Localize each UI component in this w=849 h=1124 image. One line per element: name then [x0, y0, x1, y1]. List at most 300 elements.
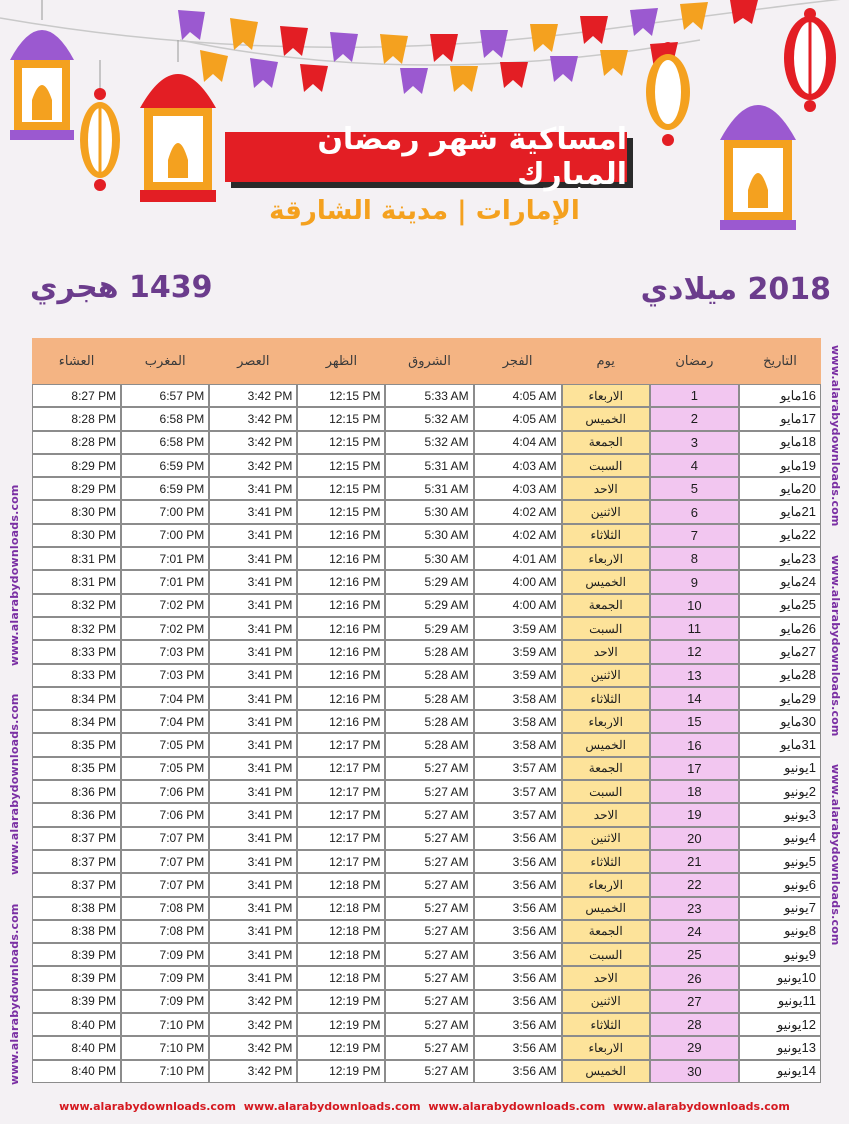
table-cell: الجمعة [562, 920, 650, 943]
table-cell: 5:27 AM [385, 920, 473, 943]
table-cell: 7 [650, 524, 739, 547]
footer-links: www.alarabydownloads.com www.alarabydownloads.com www.alarabydownloads.com www.alarabydownloads.com [59, 1100, 790, 1113]
table-cell: 13 [650, 664, 739, 687]
table-cell: 7:06 PM [121, 780, 209, 803]
table-cell: 6:57 PM [121, 384, 209, 407]
table-cell: 3:41 PM [209, 687, 297, 710]
table-cell: 17مايو [739, 407, 821, 430]
table-cell: 5:28 AM [385, 664, 473, 687]
table-cell: 5:33 AM [385, 384, 473, 407]
column-header: يوم [562, 338, 650, 384]
table-row [32, 477, 821, 500]
table-cell: 3:41 PM [209, 664, 297, 687]
table-cell: السبت [562, 780, 650, 803]
table-cell: 8:40 PM [32, 1013, 121, 1036]
table-cell: 3:41 PM [209, 966, 297, 989]
table-row [32, 850, 821, 873]
table-cell: 3:41 PM [209, 827, 297, 850]
table-cell: 3:41 PM [209, 594, 297, 617]
table-cell: 4:02 AM [474, 524, 562, 547]
table-cell: 12:18 PM [297, 920, 385, 943]
table-cell: 8:33 PM [32, 664, 121, 687]
table-cell: 5:27 AM [385, 1013, 473, 1036]
table-cell: 30مايو [739, 710, 821, 733]
table-cell: 12:16 PM [297, 547, 385, 570]
hijri-year: 1439 هجري [30, 270, 213, 305]
table-cell: 5:27 AM [385, 1060, 473, 1083]
table-cell: 8:30 PM [32, 524, 121, 547]
table-cell: 8 [650, 547, 739, 570]
table-cell: 7:04 PM [121, 687, 209, 710]
table-cell: 4:01 AM [474, 547, 562, 570]
table-cell: الاربعاء [562, 873, 650, 896]
table-cell: 3:58 AM [474, 687, 562, 710]
table-row [32, 757, 821, 780]
table-cell: 12:17 PM [297, 827, 385, 850]
table-cell: 8:39 PM [32, 943, 121, 966]
table-row [32, 594, 821, 617]
table-cell: 3 [650, 431, 739, 454]
table-cell: 5:28 AM [385, 687, 473, 710]
table-cell: 3:42 PM [209, 1036, 297, 1059]
table-cell: 3:41 PM [209, 757, 297, 780]
table-cell: 7:09 PM [121, 966, 209, 989]
table-cell: 8:31 PM [32, 570, 121, 593]
table-cell: 3:41 PM [209, 803, 297, 826]
table-cell: 3:41 PM [209, 617, 297, 640]
table-cell: 8:28 PM [32, 431, 121, 454]
table-cell: الاثنين [562, 500, 650, 523]
table-cell: 13يونيو [739, 1036, 821, 1059]
table-cell: 23 [650, 897, 739, 920]
table-cell: 20 [650, 827, 739, 850]
city-subtitle: الإمارات | مدينة الشارقة [269, 196, 580, 226]
page-title: امساكية شهر رمضان المبارك [225, 132, 627, 182]
watermark-text: www.alarabydownloads.com [8, 484, 21, 666]
table-cell: 3:41 PM [209, 897, 297, 920]
table-cell: 3:41 PM [209, 500, 297, 523]
table-cell: 8يونيو [739, 920, 821, 943]
table-row [32, 500, 821, 523]
table-cell: 8:35 PM [32, 757, 121, 780]
table-cell: 6:58 PM [121, 431, 209, 454]
table-cell: 22 [650, 873, 739, 896]
table-row [32, 384, 821, 407]
table-cell: 12:15 PM [297, 477, 385, 500]
table-row [32, 943, 821, 966]
table-cell: 19مايو [739, 454, 821, 477]
table-cell: 4:05 AM [474, 407, 562, 430]
table-cell: 8:34 PM [32, 687, 121, 710]
table-cell: 7:04 PM [121, 710, 209, 733]
table-cell: 26 [650, 966, 739, 989]
table-cell: 25مايو [739, 594, 821, 617]
gregorian-year: 2018 ميلادي [640, 272, 831, 307]
table-cell: 12يونيو [739, 1013, 821, 1036]
table-cell: 7:02 PM [121, 594, 209, 617]
table-row [32, 1036, 821, 1059]
table-row [32, 664, 821, 687]
table-cell: 7:03 PM [121, 664, 209, 687]
table-cell: 8:30 PM [32, 500, 121, 523]
table-cell: 3:42 PM [209, 407, 297, 430]
table-cell: الاحد [562, 640, 650, 663]
table-cell: 12:16 PM [297, 524, 385, 547]
table-cell: الخميس [562, 407, 650, 430]
table-cell: الثلاثاء [562, 687, 650, 710]
table-cell: 5:27 AM [385, 943, 473, 966]
table-cell: 12:19 PM [297, 990, 385, 1013]
column-header: العصر [209, 338, 297, 384]
table-cell: 8:28 PM [32, 407, 121, 430]
table-body [32, 384, 821, 1083]
table-cell: الخميس [562, 897, 650, 920]
table-cell: 21 [650, 850, 739, 873]
table-cell: 8:38 PM [32, 897, 121, 920]
table-cell: 15 [650, 710, 739, 733]
watermark-text: www.alarabydownloads.com [8, 903, 21, 1085]
table-cell: الثلاثاء [562, 524, 650, 547]
column-header: رمضان [650, 338, 739, 384]
table-cell: 7:02 PM [121, 617, 209, 640]
table-cell: 12:16 PM [297, 710, 385, 733]
table-cell: 3:56 AM [474, 943, 562, 966]
table-cell: 12:16 PM [297, 570, 385, 593]
table-row [32, 897, 821, 920]
table-cell: 5 [650, 477, 739, 500]
table-cell: 5:28 AM [385, 640, 473, 663]
table-cell: 2يونيو [739, 780, 821, 803]
table-cell: 21مايو [739, 500, 821, 523]
table-cell: السبت [562, 617, 650, 640]
table-cell: 14 [650, 687, 739, 710]
table-cell: 7:09 PM [121, 943, 209, 966]
table-cell: 3:56 AM [474, 1013, 562, 1036]
table-row [32, 454, 821, 477]
table-cell: 12:15 PM [297, 500, 385, 523]
table-cell: الاحد [562, 477, 650, 500]
table-cell: 5:30 AM [385, 547, 473, 570]
table-cell: 5:27 AM [385, 873, 473, 896]
table-cell: 3:56 AM [474, 873, 562, 896]
table-row [32, 617, 821, 640]
table-cell: 24مايو [739, 570, 821, 593]
table-row [32, 524, 821, 547]
table-cell: 7:05 PM [121, 757, 209, 780]
table-cell: 12:16 PM [297, 640, 385, 663]
table-cell: 4 [650, 454, 739, 477]
table-cell: الاربعاء [562, 547, 650, 570]
table-row [32, 966, 821, 989]
table-cell: 29 [650, 1036, 739, 1059]
table-cell: 3:41 PM [209, 710, 297, 733]
table-cell: 7:10 PM [121, 1060, 209, 1083]
table-row [32, 547, 821, 570]
table-cell: 5:27 AM [385, 1036, 473, 1059]
table-cell: 10يونيو [739, 966, 821, 989]
prayer-times-table [32, 338, 821, 1083]
table-cell: 20مايو [739, 477, 821, 500]
table-cell: الاحد [562, 803, 650, 826]
table-cell: 8:31 PM [32, 547, 121, 570]
table-cell: 7:01 PM [121, 547, 209, 570]
table-cell: الاربعاء [562, 384, 650, 407]
table-row [32, 780, 821, 803]
table-cell: 12:19 PM [297, 1013, 385, 1036]
table-cell: 3:56 AM [474, 897, 562, 920]
table-row [32, 803, 821, 826]
table-cell: الخميس [562, 733, 650, 756]
table-cell: الاربعاء [562, 1036, 650, 1059]
table-row [32, 990, 821, 1013]
table-cell: 8:35 PM [32, 733, 121, 756]
table-cell: السبت [562, 943, 650, 966]
table-cell: 9يونيو [739, 943, 821, 966]
table-cell: 4:03 AM [474, 454, 562, 477]
table-cell: 27مايو [739, 640, 821, 663]
table-cell: 4:00 AM [474, 570, 562, 593]
table-header-row [32, 338, 821, 384]
table-cell: 5:27 AM [385, 780, 473, 803]
watermark-text: www.alarabydownloads.com [8, 693, 21, 876]
table-cell: 5يونيو [739, 850, 821, 873]
table-cell: 23مايو [739, 547, 821, 570]
table-cell: 7:07 PM [121, 873, 209, 896]
table-row [32, 873, 821, 896]
table-cell: 16 [650, 733, 739, 756]
table-cell: 5:30 AM [385, 500, 473, 523]
table-cell: 12:17 PM [297, 850, 385, 873]
table-cell: 8:37 PM [32, 873, 121, 896]
table-cell: الثلاثاء [562, 1013, 650, 1036]
table-cell: 12:18 PM [297, 873, 385, 896]
table-cell: 8:33 PM [32, 640, 121, 663]
table-row [32, 920, 821, 943]
column-header: الظهر [297, 338, 385, 384]
table-cell: 12:15 PM [297, 454, 385, 477]
watermark-text: www.alarabydownloads.com [829, 554, 842, 737]
table-cell: 5:27 AM [385, 850, 473, 873]
table-cell: 12:18 PM [297, 943, 385, 966]
table-cell: 12 [650, 640, 739, 663]
table-cell: الاحد [562, 966, 650, 989]
table-cell: 7:10 PM [121, 1036, 209, 1059]
table-cell: 6:59 PM [121, 454, 209, 477]
table-cell: 7:01 PM [121, 570, 209, 593]
table-cell: 3:41 PM [209, 943, 297, 966]
table-cell: 3:41 PM [209, 873, 297, 896]
table-cell: الاثنين [562, 664, 650, 687]
table-cell: 12:17 PM [297, 757, 385, 780]
table-cell: 17 [650, 757, 739, 780]
column-header: التاريخ [739, 338, 821, 384]
table-cell: 6:58 PM [121, 407, 209, 430]
table-row [32, 710, 821, 733]
table-cell: 3يونيو [739, 803, 821, 826]
table-cell: 7:07 PM [121, 827, 209, 850]
table-cell: 8:40 PM [32, 1060, 121, 1083]
table-cell: 7:05 PM [121, 733, 209, 756]
watermark-text: www.alarabydownloads.com [829, 764, 842, 946]
table-cell: 1 [650, 384, 739, 407]
table-cell: 29مايو [739, 687, 821, 710]
table-cell: 5:27 AM [385, 966, 473, 989]
table-cell: 5:29 AM [385, 617, 473, 640]
table-cell: 8:39 PM [32, 966, 121, 989]
table-cell: 8:40 PM [32, 1036, 121, 1059]
column-header: المغرب [121, 338, 209, 384]
table-cell: 12:15 PM [297, 431, 385, 454]
table-row [32, 431, 821, 454]
table-cell: 12:16 PM [297, 594, 385, 617]
table-cell: الاثنين [562, 827, 650, 850]
table-cell: 3:56 AM [474, 1060, 562, 1083]
table-cell: 5:29 AM [385, 594, 473, 617]
table-cell: 9 [650, 570, 739, 593]
table-cell: 6:59 PM [121, 477, 209, 500]
table-cell: 3:56 AM [474, 1036, 562, 1059]
table-cell: 4:00 AM [474, 594, 562, 617]
table-cell: 30 [650, 1060, 739, 1083]
table-cell: 3:41 PM [209, 547, 297, 570]
table-cell: 4:04 AM [474, 431, 562, 454]
table-cell: 4:03 AM [474, 477, 562, 500]
table-row [32, 1060, 821, 1083]
table-cell: 7:03 PM [121, 640, 209, 663]
table-row [32, 687, 821, 710]
table-cell: 12:18 PM [297, 897, 385, 920]
table-cell: الجمعة [562, 757, 650, 780]
table-cell: 5:30 AM [385, 524, 473, 547]
table-cell: 12:16 PM [297, 664, 385, 687]
table-cell: 3:57 AM [474, 803, 562, 826]
table-row [32, 640, 821, 663]
table-cell: 3:59 AM [474, 617, 562, 640]
table-cell: 5:28 AM [385, 710, 473, 733]
table-cell: الجمعة [562, 431, 650, 454]
table-cell: 7:07 PM [121, 850, 209, 873]
table-cell: 27 [650, 990, 739, 1013]
table-cell: 7:08 PM [121, 897, 209, 920]
watermark-left [8, 345, 24, 1085]
table-cell: الخميس [562, 570, 650, 593]
table-cell: 12:18 PM [297, 966, 385, 989]
table-cell: 7:00 PM [121, 524, 209, 547]
table-cell: الاثنين [562, 990, 650, 1013]
table-cell: 3:59 AM [474, 664, 562, 687]
table-cell: 3:56 AM [474, 850, 562, 873]
table-cell: 3:41 PM [209, 477, 297, 500]
table-cell: 3:57 AM [474, 757, 562, 780]
table-cell: 12:16 PM [297, 687, 385, 710]
table-cell: 6 [650, 500, 739, 523]
table-cell: 3:41 PM [209, 570, 297, 593]
table-cell: 3:41 PM [209, 850, 297, 873]
table-cell: 3:57 AM [474, 780, 562, 803]
table-cell: 12:19 PM [297, 1036, 385, 1059]
table-cell: 28 [650, 1013, 739, 1036]
table-cell: 5:27 AM [385, 990, 473, 1013]
column-header: العشاء [32, 338, 121, 384]
table-cell: 3:56 AM [474, 827, 562, 850]
table-cell: 3:59 AM [474, 640, 562, 663]
table-cell: 3:41 PM [209, 780, 297, 803]
table-cell: 5:32 AM [385, 431, 473, 454]
table-cell: 3:56 AM [474, 920, 562, 943]
table-cell: 8:36 PM [32, 780, 121, 803]
table-cell: 5:28 AM [385, 733, 473, 756]
table-cell: السبت [562, 454, 650, 477]
table-cell: 4يونيو [739, 827, 821, 850]
table-row [32, 827, 821, 850]
table-cell: 3:58 AM [474, 710, 562, 733]
table-cell: 10 [650, 594, 739, 617]
column-header: الفجر [474, 338, 562, 384]
table-cell: 5:31 AM [385, 454, 473, 477]
table-cell: 12:15 PM [297, 384, 385, 407]
table-cell: 8:38 PM [32, 920, 121, 943]
table-cell: 12:15 PM [297, 407, 385, 430]
table-cell: الخميس [562, 1060, 650, 1083]
table-cell: 26مايو [739, 617, 821, 640]
table-cell: 12:17 PM [297, 733, 385, 756]
table-cell: 14يونيو [739, 1060, 821, 1083]
table-cell: 5:27 AM [385, 757, 473, 780]
table-cell: 7يونيو [739, 897, 821, 920]
table-cell: 3:41 PM [209, 524, 297, 547]
table-cell: 3:41 PM [209, 920, 297, 943]
table-cell: 5:32 AM [385, 407, 473, 430]
table-cell: 2 [650, 407, 739, 430]
table-row [32, 733, 821, 756]
column-header: الشروق [385, 338, 473, 384]
watermark-right [826, 345, 842, 1085]
table-cell: 24 [650, 920, 739, 943]
table-cell: 7:08 PM [121, 920, 209, 943]
table-row [32, 570, 821, 593]
table-cell: 4:05 AM [474, 384, 562, 407]
table-cell: 12:17 PM [297, 803, 385, 826]
table-cell: الجمعة [562, 594, 650, 617]
table-cell: 16مايو [739, 384, 821, 407]
table-cell: 12:17 PM [297, 780, 385, 803]
table-cell: 28مايو [739, 664, 821, 687]
table-cell: 3:42 PM [209, 1060, 297, 1083]
table-cell: 7:00 PM [121, 500, 209, 523]
table-cell: 7:09 PM [121, 990, 209, 1013]
table-cell: 25 [650, 943, 739, 966]
table-cell: 8:29 PM [32, 454, 121, 477]
table-cell: 18 [650, 780, 739, 803]
table-cell: 8:39 PM [32, 990, 121, 1013]
table-cell: 3:42 PM [209, 990, 297, 1013]
table-cell: 3:41 PM [209, 733, 297, 756]
table-row [32, 407, 821, 430]
table-cell: 5:27 AM [385, 897, 473, 920]
table-cell: 1يونيو [739, 757, 821, 780]
table-cell: 12:16 PM [297, 617, 385, 640]
table-cell: 3:42 PM [209, 454, 297, 477]
table-cell: 5:31 AM [385, 477, 473, 500]
table-cell: الاربعاء [562, 710, 650, 733]
table-cell: 8:34 PM [32, 710, 121, 733]
table-cell: 8:36 PM [32, 803, 121, 826]
table-cell: 8:37 PM [32, 850, 121, 873]
table-cell: 11 [650, 617, 739, 640]
table-cell: 5:29 AM [385, 570, 473, 593]
table-cell: 8:32 PM [32, 594, 121, 617]
table-cell: 4:02 AM [474, 500, 562, 523]
